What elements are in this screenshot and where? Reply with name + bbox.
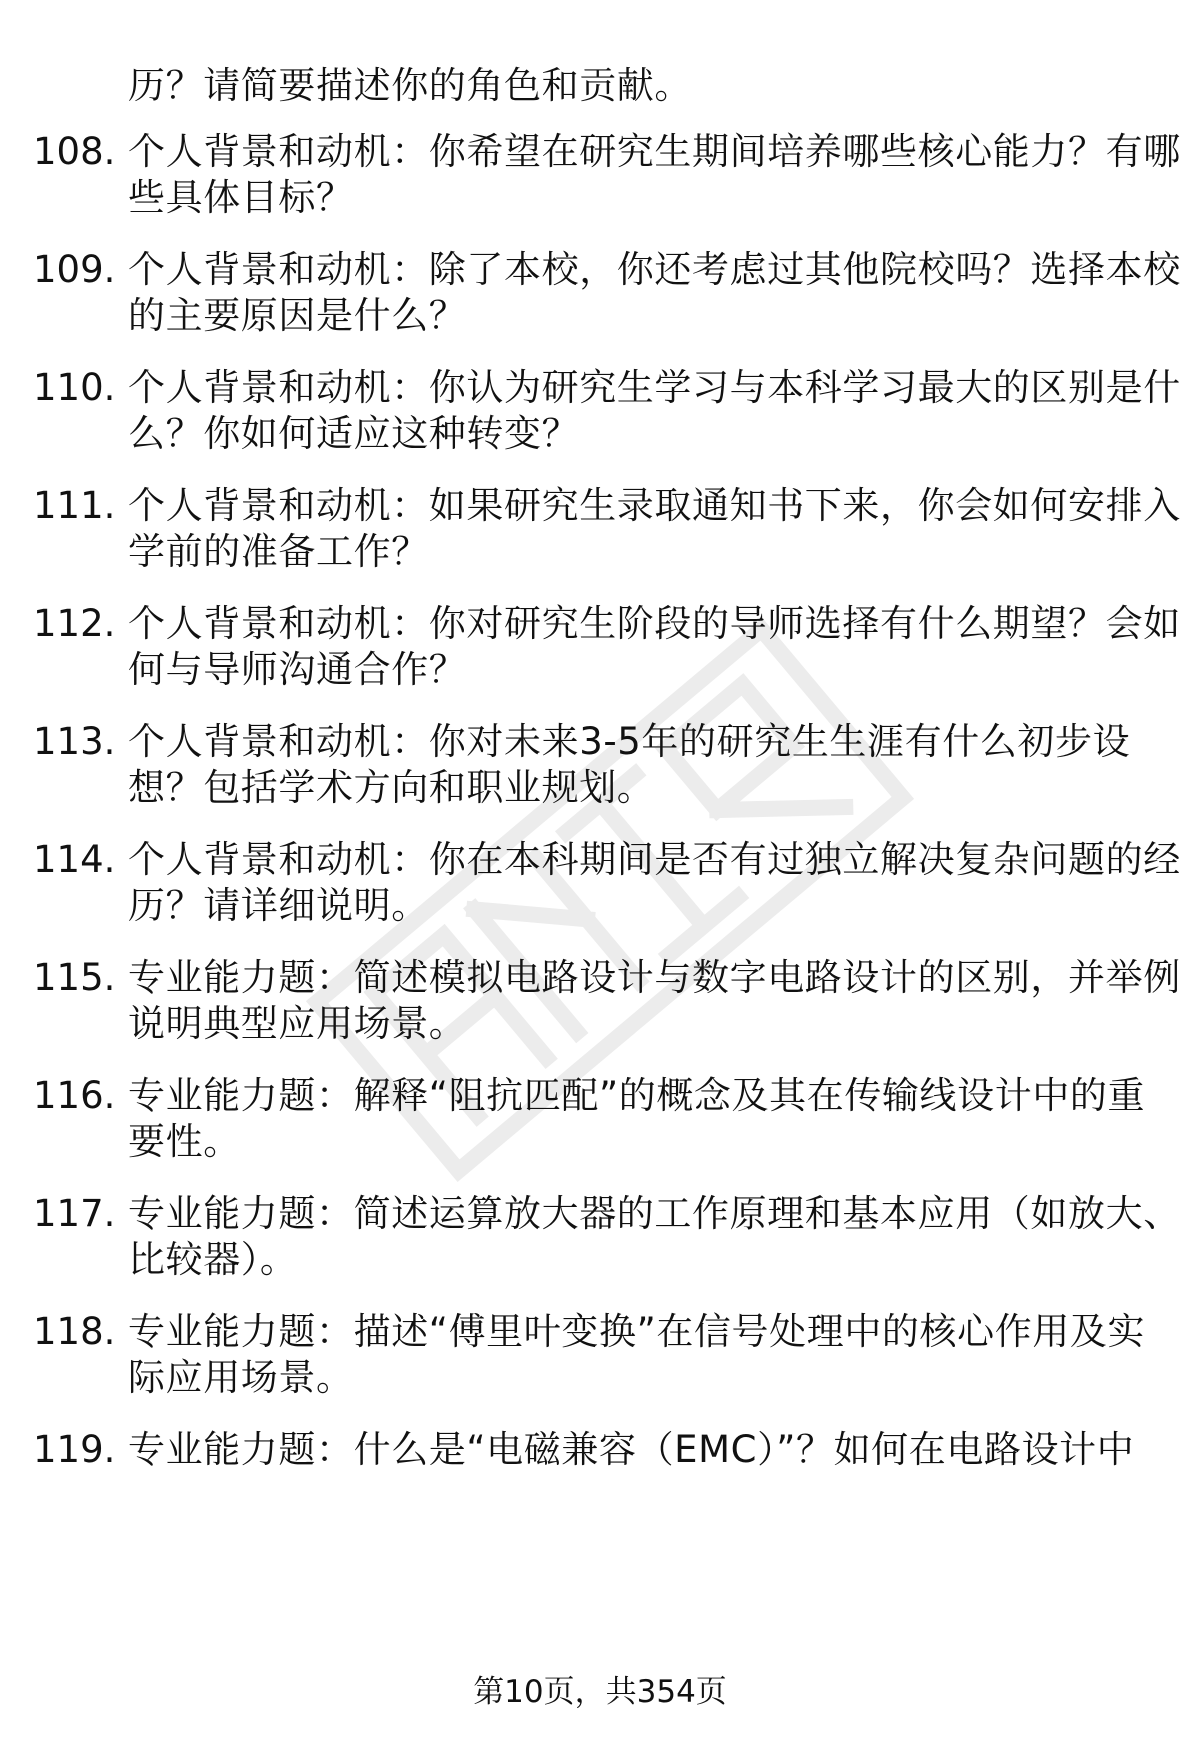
item-text: 何与导师沟通合作？ [128,648,467,691]
item-number: 118. [33,1310,116,1353]
item-text: 专业能力题：描述“傅里叶变换”在信号处理中的核心作用及实 [128,1310,1146,1353]
item-text: 个人背景和动机：你对未来3-5年的研究生生涯有什么初步设 [128,720,1131,763]
continued-text: 历？请简要描述你的角色和贡献。 [128,64,692,107]
item-text: 个人背景和动机：你认为研究生学习与本科学习最大的区别是什 [128,366,1181,409]
item-text: 的主要原因是什么？ [128,294,467,337]
item-text: 个人背景和动机：如果研究生录取通知书下来，你会如何安排入 [128,484,1181,527]
item-number: 112. [33,602,116,645]
item-text: 个人背景和动机：你希望在研究生期间培养哪些核心能力？有哪 [128,130,1181,173]
item-number: 113. [33,720,116,763]
item-number: 110. [33,366,116,409]
item-number: 117. [33,1192,116,1235]
item-text: 个人背景和动机：除了本校，你还考虑过其他院校吗？选择本校 [128,248,1181,291]
item-number: 119. [33,1428,116,1471]
item-text: 历？请详细说明。 [128,884,429,927]
item-text: 专业能力题：什么是“电磁兼容（EMC）”？如何在电路设计中 [128,1428,1135,1471]
item-text: 要性。 [128,1120,241,1163]
item-number: 109. [33,248,116,291]
item-text: 比较器）。 [128,1238,298,1281]
item-text: 说明典型应用场景。 [128,1002,467,1045]
item-text: 么？你如何适应这种转变？ [128,412,580,455]
item-number: 111. [33,484,116,527]
item-number: 108. [33,130,116,173]
item-text: 个人背景和动机：你对研究生阶段的导师选择有什么期望？会如 [128,602,1181,645]
item-text: 专业能力题：解释“阻抗匹配”的概念及其在传输线设计中的重 [128,1074,1146,1117]
page-footer: 第10页，共354页 [473,1674,727,1710]
item-text: 专业能力题：简述模拟电路设计与数字电路设计的区别，并举例 [128,956,1181,999]
item-number: 115. [33,956,116,999]
item-text: 专业能力题：简述运算放大器的工作原理和基本应用（如放大、 [128,1192,1181,1235]
item-text: 些具体目标？ [128,176,354,219]
item-number: 116. [33,1074,116,1117]
item-text: 个人背景和动机：你在本科期间是否有过独立解决复杂问题的经 [128,838,1181,881]
item-text: 际应用场景。 [128,1356,354,1399]
item-text: 学前的准备工作？ [128,530,429,573]
item-number: 114. [33,838,116,881]
item-text: 想？包括学术方向和职业规划。 [128,766,655,809]
